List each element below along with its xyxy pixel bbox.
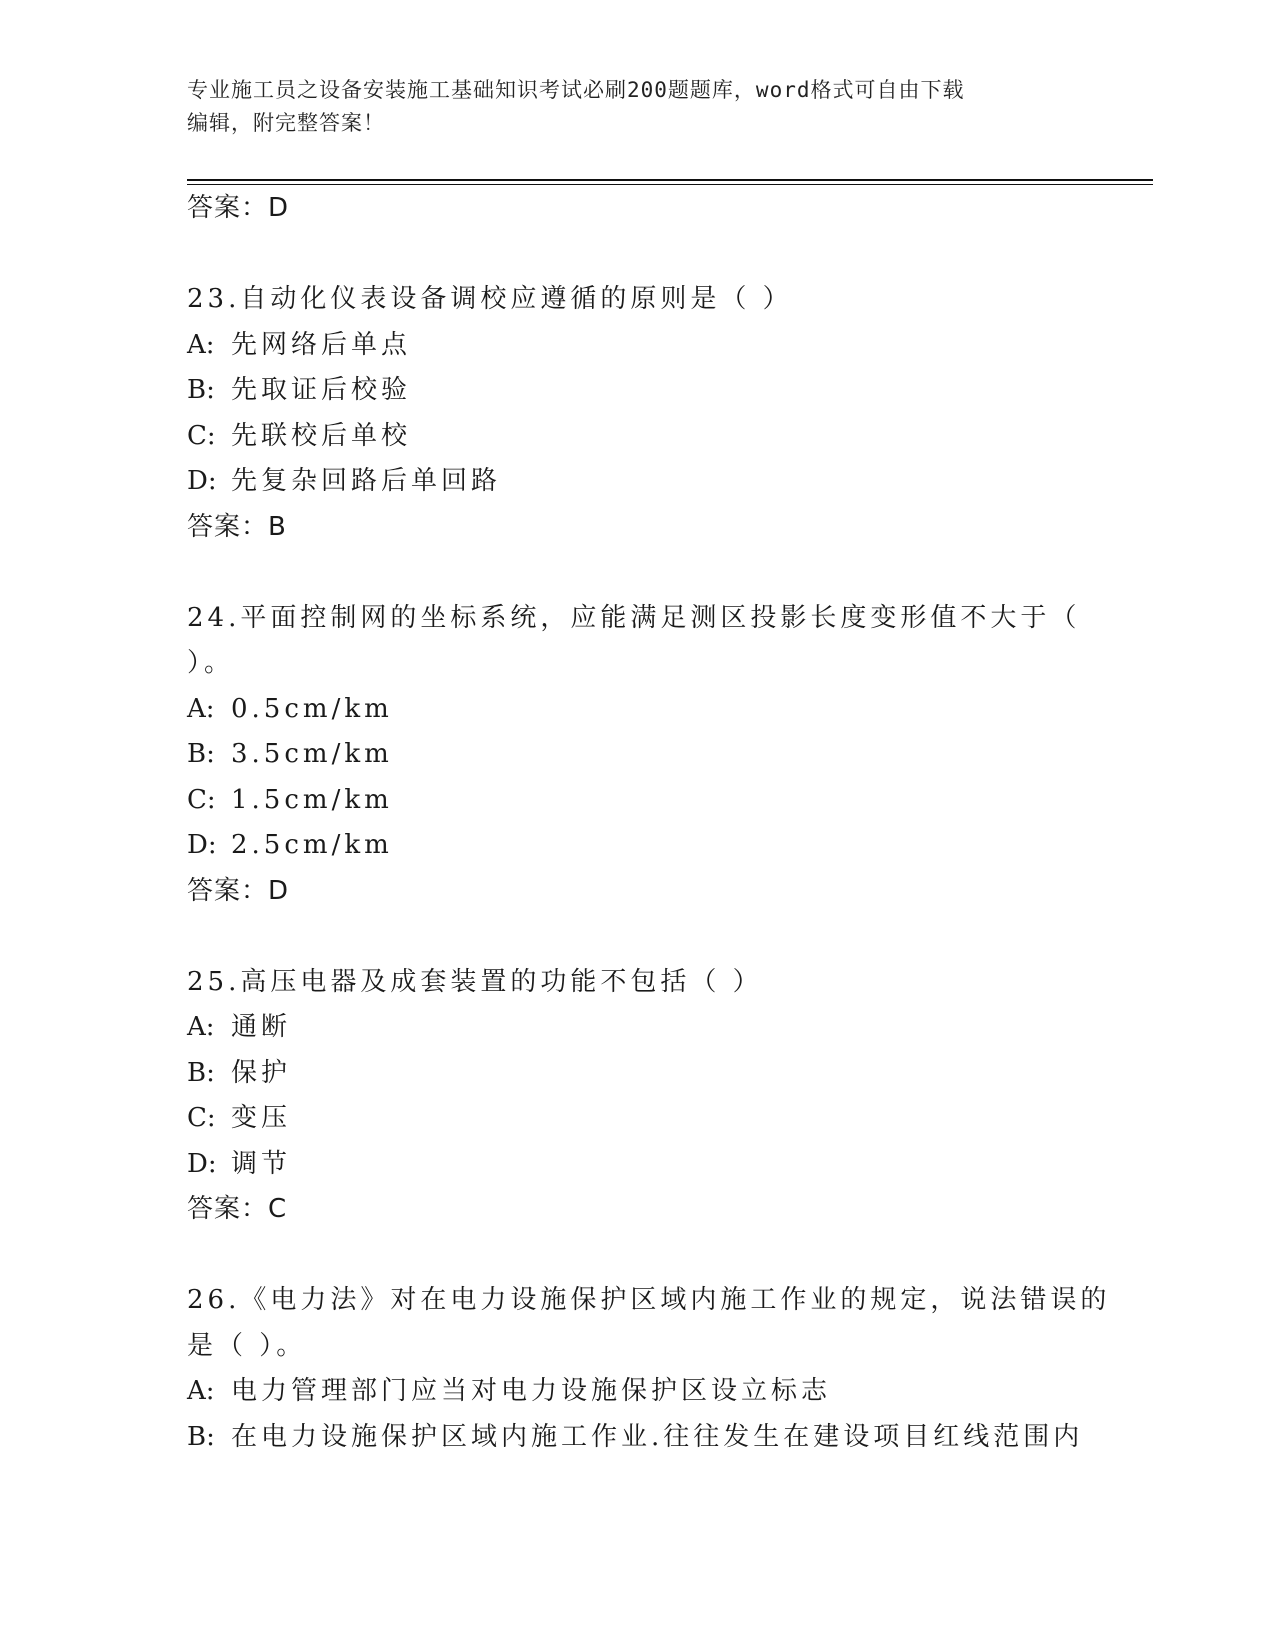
header-divider-thin	[187, 184, 1153, 185]
option-text: 变压	[231, 1103, 292, 1133]
answer-line	[187, 1187, 1087, 1233]
option-letter: C:	[187, 784, 216, 815]
spacer	[187, 550, 1087, 596]
option-letter: A:	[187, 329, 215, 360]
question-block-24	[187, 596, 1087, 915]
answer-value: D	[268, 875, 290, 906]
question-number: 23.	[187, 284, 241, 314]
spacer	[187, 232, 1087, 278]
answer-value: D	[268, 193, 290, 223]
option-letter: A:	[187, 693, 215, 724]
answer-line	[187, 186, 1087, 232]
header-line-1: 专业施工员之设备安装施工基础知识考试必刷200题题库，word格式可自由下载	[187, 78, 965, 102]
option-text: 先取证后校验	[231, 375, 412, 405]
option-c	[187, 778, 1087, 824]
spacer	[187, 914, 1087, 960]
question-stem: 平面控制网的坐标系统，应能满足测区投影长度变形值不大于（	[240, 602, 1081, 633]
question-number: 25.	[187, 966, 241, 997]
question-block-26	[187, 1278, 1111, 1460]
option-letter: A:	[187, 1012, 215, 1042]
answer-value: C	[268, 1194, 288, 1224]
option-d	[187, 823, 1087, 869]
answer-label: 答案：	[187, 875, 269, 906]
question-stem: 自动化仪表设备调校应遵循的原则是（ ）	[240, 284, 793, 314]
option-text: 通断	[231, 1012, 292, 1042]
question-block-25	[187, 960, 1087, 1233]
option-text: 1.5cm/km	[231, 784, 393, 815]
question-text	[187, 960, 1087, 1006]
option-a	[187, 1005, 1087, 1051]
answer-label: 答案：	[187, 1194, 269, 1224]
question-text	[187, 277, 1087, 323]
option-a	[187, 687, 1087, 733]
option-b	[187, 1051, 1087, 1097]
option-text: 2.5cm/km	[231, 830, 393, 860]
question-stem: 高压电器及成套装置的功能不包括（ ）	[240, 966, 763, 997]
option-d	[187, 1142, 1087, 1188]
question-stem: 《电力法》对在电力设施保护区域内施工作业的规定，说法错误的	[240, 1285, 1111, 1315]
option-letter: A:	[187, 1376, 215, 1406]
header-line-2: 编辑，附完整答案！	[187, 111, 385, 135]
option-text: 先复杂回路后单回路	[231, 466, 502, 496]
option-text: 先网络后单点	[231, 329, 412, 360]
option-c	[187, 1096, 1087, 1142]
option-b	[187, 368, 1087, 414]
answer-line	[187, 869, 1087, 915]
option-b	[187, 732, 1087, 778]
option-letter: B:	[187, 1421, 215, 1452]
option-letter: D:	[187, 830, 217, 860]
answer-line	[187, 505, 1087, 551]
question-number: 24.	[187, 602, 241, 633]
option-b	[187, 1415, 1087, 1461]
option-letter: B:	[187, 1057, 215, 1088]
option-c	[187, 414, 1087, 460]
question-list	[187, 186, 1111, 1460]
answer-label: 答案：	[187, 511, 269, 542]
option-text: 保护	[231, 1057, 292, 1088]
option-text: 先联校后单校	[231, 420, 412, 451]
option-letter: B:	[187, 739, 215, 769]
answer-label: 答案：	[187, 193, 269, 223]
option-d	[187, 459, 1087, 505]
question-text	[187, 596, 1087, 642]
document-header	[187, 74, 1067, 140]
answer-value: B	[268, 511, 287, 542]
option-text: 3.5cm/km	[231, 739, 393, 769]
option-letter: C:	[187, 1103, 216, 1133]
question-text	[187, 1278, 1111, 1324]
option-a	[187, 323, 1087, 369]
question-number: 26.	[187, 1285, 241, 1315]
option-letter: D:	[187, 466, 217, 496]
option-letter: D:	[187, 1148, 217, 1179]
option-text: 0.5cm/km	[231, 693, 393, 724]
option-letter: B:	[187, 375, 215, 405]
question-text-continued: ）。	[187, 648, 235, 678]
option-letter: C:	[187, 420, 216, 451]
option-text: 电力管理部门应当对电力设施保护区设立标志	[231, 1376, 832, 1406]
option-text: 调节	[231, 1148, 292, 1179]
header-divider-thick	[187, 179, 1153, 181]
spacer	[187, 1233, 1087, 1279]
question-block-23	[187, 277, 1087, 550]
question-text-continued: 是（ ）。	[187, 1330, 307, 1361]
option-text: 在电力设施保护区域内施工作业.往往发生在建设项目红线范围内	[231, 1421, 1084, 1452]
option-a	[187, 1369, 1087, 1415]
